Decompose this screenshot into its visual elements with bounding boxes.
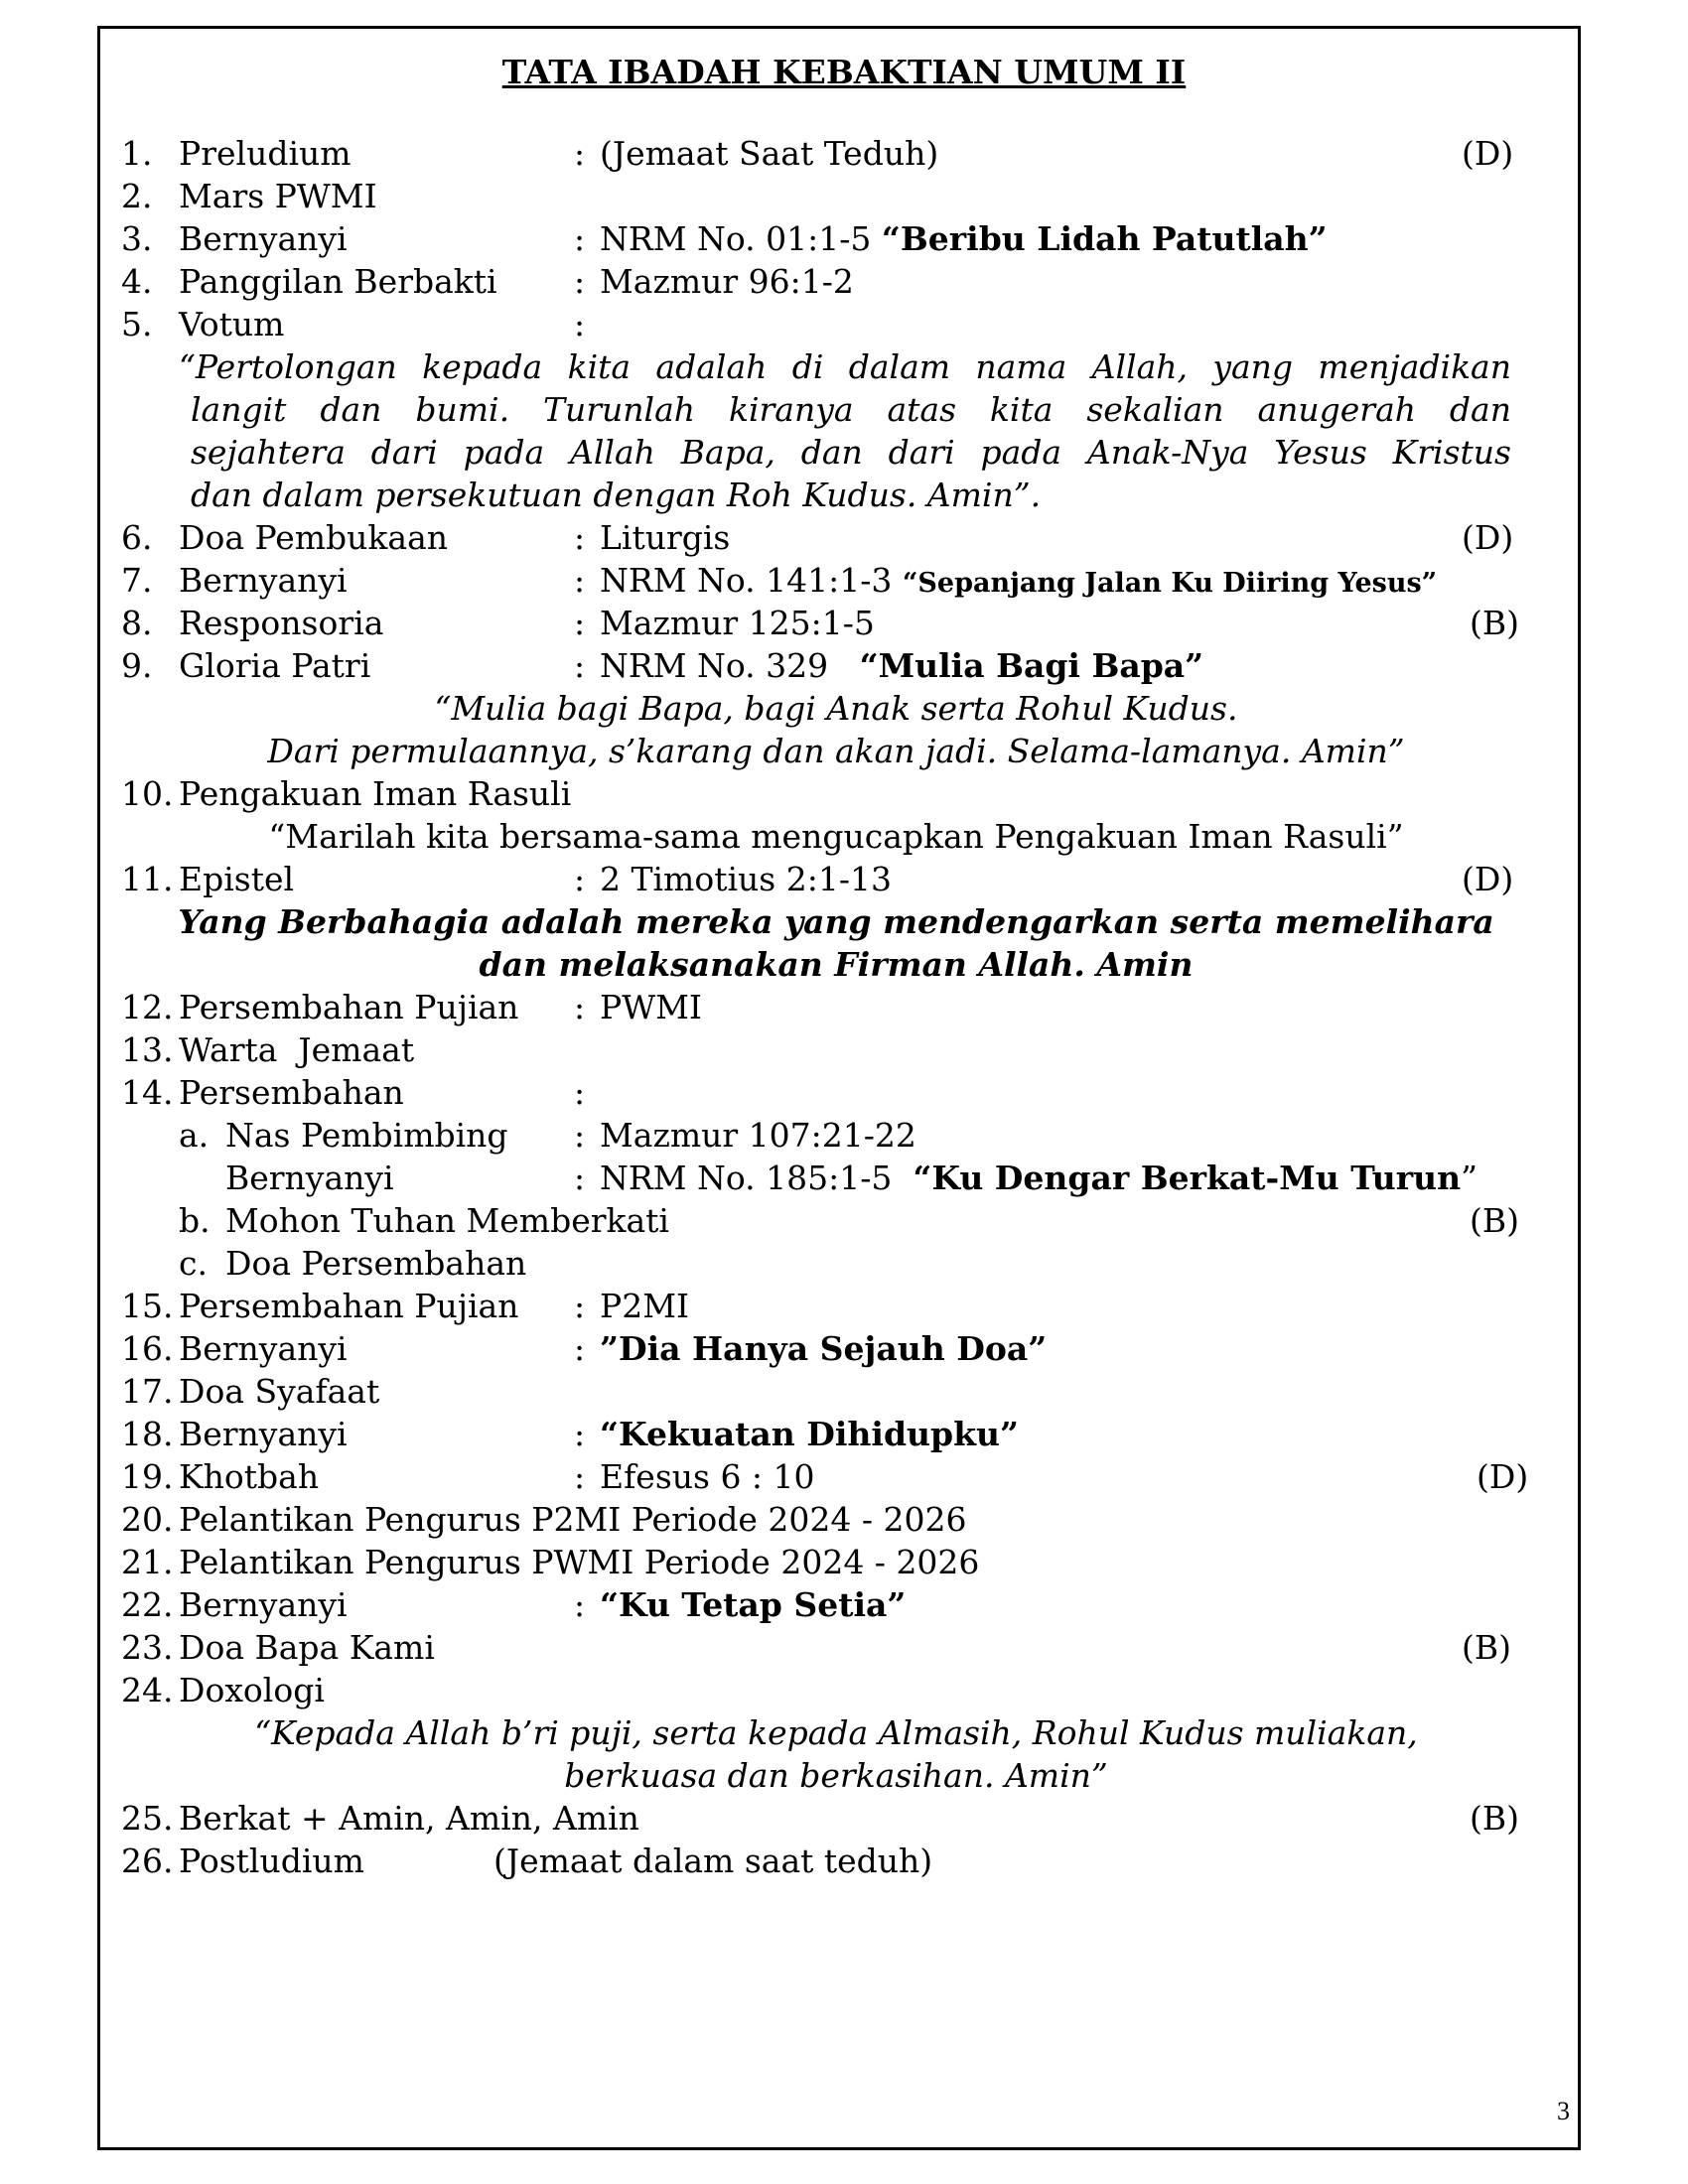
sub-item-label: Mohon Tuhan Memberkati bbox=[225, 1201, 669, 1240]
item-label: Khotbah bbox=[179, 1457, 320, 1496]
sub-item bbox=[121, 1242, 1551, 1285]
item-label: Persembahan Pujian bbox=[179, 1287, 519, 1325]
item-number: 25. bbox=[121, 1799, 174, 1838]
item-value: (Jemaat Saat Teduh) bbox=[600, 134, 939, 173]
item-value bbox=[600, 217, 1328, 260]
list-item bbox=[121, 858, 1551, 900]
item-value: PWMI bbox=[600, 988, 702, 1026]
song-title: “Sepanjang Jalan Ku Diiring Yesus” bbox=[902, 568, 1438, 599]
item-number: 13. bbox=[121, 1030, 174, 1069]
separator: : bbox=[574, 1585, 586, 1624]
list-item bbox=[121, 1498, 1551, 1541]
item-number: 11. bbox=[121, 860, 174, 898]
creed-text-line bbox=[121, 815, 1551, 858]
item-number: 21. bbox=[121, 1543, 174, 1581]
item-number: 15. bbox=[121, 1287, 174, 1325]
votum-text-line bbox=[121, 388, 1551, 431]
item-label: Bernyanyi bbox=[179, 1415, 348, 1453]
votum-text-line bbox=[121, 474, 1551, 516]
item-number: 22. bbox=[121, 1585, 174, 1624]
role-mark: (D) bbox=[1462, 518, 1514, 557]
list-item bbox=[121, 132, 1551, 175]
role-mark: (D) bbox=[1477, 1457, 1529, 1496]
separator: : bbox=[574, 1329, 586, 1368]
item-number: 14. bbox=[121, 1073, 174, 1112]
item-number: 19. bbox=[121, 1457, 174, 1496]
separator: : bbox=[574, 134, 586, 173]
list-item bbox=[121, 644, 1551, 687]
role-mark: (B) bbox=[1470, 1799, 1519, 1838]
sub-item-label: Nas Pembimbing bbox=[225, 1116, 508, 1155]
role-mark: (B) bbox=[1470, 1201, 1519, 1240]
item-value: Efesus 6 : 10 bbox=[600, 1457, 815, 1496]
hymn-number: NRM No. 185:1-5 bbox=[600, 1159, 893, 1197]
separator: : bbox=[574, 860, 586, 898]
item-number: 24. bbox=[121, 1671, 174, 1709]
sub-item bbox=[121, 1157, 1551, 1199]
separator: : bbox=[574, 646, 586, 685]
item-value bbox=[600, 644, 1203, 687]
list-item bbox=[121, 260, 1551, 303]
item-number: 16. bbox=[121, 1329, 174, 1368]
item-label: Pengakuan Iman Rasuli bbox=[179, 774, 572, 813]
item-number: 8. bbox=[121, 604, 153, 642]
votum-text: langit dan bumi. Turunlah kiranya atas kita sekalian anugerah dan bbox=[191, 390, 1511, 429]
list-item bbox=[121, 1583, 1551, 1626]
item-number: 4. bbox=[121, 262, 153, 301]
item-label: Bernyanyi bbox=[179, 561, 348, 600]
separator: : bbox=[574, 1415, 586, 1453]
item-label: Pelantikan Pengurus P2MI Periode 2024 - 2026 bbox=[179, 1500, 967, 1539]
item-label: Preludium bbox=[179, 134, 352, 173]
item-label: Warta Jemaat bbox=[179, 1030, 415, 1069]
list-item bbox=[121, 516, 1551, 559]
song-title: “Beribu Lidah Patutlah” bbox=[881, 219, 1328, 258]
item-number: 3. bbox=[121, 219, 153, 258]
list-item bbox=[121, 1541, 1551, 1583]
list-item bbox=[121, 1413, 1551, 1455]
role-mark: (D) bbox=[1462, 860, 1514, 898]
gloria-text-line bbox=[121, 730, 1551, 772]
item-label: Responsoria bbox=[179, 604, 384, 642]
sub-item-letter: b. bbox=[179, 1201, 211, 1240]
list-item bbox=[121, 1797, 1551, 1840]
item-value: 2 Timotius 2:1-13 bbox=[600, 860, 892, 898]
list-item bbox=[121, 217, 1551, 260]
hymn-number: NRM No. 01:1-5 bbox=[600, 219, 872, 258]
separator: : bbox=[574, 219, 586, 258]
item-number: 18. bbox=[121, 1415, 174, 1453]
item-label: Persembahan Pujian bbox=[179, 988, 519, 1026]
separator: : bbox=[574, 1116, 586, 1155]
votum-text-line bbox=[121, 431, 1551, 474]
item-value: P2MI bbox=[600, 1287, 690, 1325]
list-item bbox=[121, 559, 1551, 602]
item-label: Berkat + Amin, Amin, Amin bbox=[179, 1799, 639, 1838]
votum-text-line bbox=[121, 345, 1551, 388]
sub-item-letter: c. bbox=[179, 1244, 208, 1283]
item-label: Gloria Patri bbox=[179, 646, 371, 685]
separator: : bbox=[574, 262, 586, 301]
item-value: Mazmur 107:21-22 bbox=[600, 1116, 916, 1155]
epistel-response-line bbox=[121, 943, 1551, 986]
list-item bbox=[121, 175, 1551, 217]
separator: : bbox=[574, 518, 586, 557]
item-number: 23. bbox=[121, 1628, 174, 1667]
document-title: TATA IBADAH KEBAKTIAN UMUM II bbox=[501, 53, 1187, 91]
item-label: Doa Pembukaan bbox=[179, 518, 449, 557]
song-title: “Mulia Bagi Bapa” bbox=[859, 646, 1204, 685]
item-label: Bernyanyi bbox=[179, 219, 348, 258]
item-number: 2. bbox=[121, 177, 153, 215]
list-item bbox=[121, 1370, 1551, 1413]
item-label: Doxologi bbox=[179, 1671, 325, 1709]
sub-item-label: Bernyanyi bbox=[225, 1159, 394, 1197]
votum-text: sejahtera dari pada Allah Bapa, dan dari pada Anak-Nya Yesus Kristus bbox=[191, 433, 1511, 472]
list-item bbox=[121, 602, 1551, 644]
song-title-quote: ” bbox=[1461, 1159, 1477, 1197]
doxology-text-line bbox=[121, 1711, 1551, 1754]
list-item bbox=[121, 1327, 1551, 1370]
item-value bbox=[600, 1157, 1477, 1199]
item-value: (Jemaat dalam saat teduh) bbox=[493, 1842, 933, 1880]
votum-text: dan dalam persekutuan dengan Roh Kudus. Amin”. bbox=[191, 476, 1042, 514]
item-label: Votum bbox=[179, 305, 285, 343]
liturgy-list bbox=[121, 132, 1551, 1882]
list-item bbox=[121, 1840, 1551, 1882]
list-item bbox=[121, 772, 1551, 815]
list-item bbox=[121, 303, 1551, 345]
doxology-text: “Kepada Allah b’ri puji, serta kepada Almasih, Rohul Kudus muliakan, bbox=[254, 1713, 1418, 1752]
item-number: 20. bbox=[121, 1500, 174, 1539]
item-value: Mazmur 96:1-2 bbox=[600, 262, 854, 301]
item-label: Pelantikan Pengurus PWMI Periode 2024 - 2026 bbox=[179, 1543, 980, 1581]
item-label: Doa Bapa Kami bbox=[179, 1628, 435, 1667]
separator: : bbox=[574, 1287, 586, 1325]
epistel-response: dan melaksanakan Firman Allah. Amin bbox=[479, 945, 1194, 984]
role-mark: (B) bbox=[1470, 604, 1519, 642]
gloria-text: “Mulia bagi Bapa, bagi Anak serta Rohul Kudus. bbox=[434, 689, 1238, 728]
item-label: Doa Syafaat bbox=[179, 1372, 380, 1411]
item-value: Mazmur 125:1-5 bbox=[600, 604, 875, 642]
item-label: Bernyanyi bbox=[179, 1585, 348, 1624]
epistel-response-line bbox=[121, 900, 1551, 943]
hymn-number: NRM No. 141:1-3 bbox=[600, 561, 893, 600]
separator: : bbox=[574, 604, 586, 642]
sub-item-label: Doa Persembahan bbox=[225, 1244, 527, 1283]
song-title: “Kekuatan Dihidupku” bbox=[600, 1415, 1019, 1453]
item-number: 6. bbox=[121, 518, 153, 557]
doxology-text: berkuasa dan berkasihan. Amin” bbox=[564, 1756, 1108, 1795]
sub-item bbox=[121, 1114, 1551, 1157]
role-mark: (B) bbox=[1462, 1628, 1511, 1667]
list-item bbox=[121, 1669, 1551, 1711]
hymn-number: NRM No. 329 bbox=[600, 646, 829, 685]
gloria-text-line bbox=[121, 687, 1551, 730]
separator: : bbox=[574, 1159, 586, 1197]
item-number: 5. bbox=[121, 305, 153, 343]
item-number: 10. bbox=[121, 774, 174, 813]
item-number: 17. bbox=[121, 1372, 174, 1411]
separator: : bbox=[574, 1073, 586, 1112]
list-item bbox=[121, 1626, 1551, 1669]
list-item bbox=[121, 986, 1551, 1028]
votum-text: “Pertolongan kepada kita adalah di dalam nama Allah, yang menjadikan bbox=[179, 347, 1511, 386]
separator: : bbox=[574, 561, 586, 600]
gloria-text: Dari permulaannya, s’karang dan akan jadi. Selama-lamanya. Amin” bbox=[267, 732, 1405, 770]
item-label: Mars PWMI bbox=[179, 177, 377, 215]
list-item bbox=[121, 1071, 1551, 1114]
doxology-text-line bbox=[121, 1754, 1551, 1797]
sub-item bbox=[121, 1199, 1551, 1242]
item-number: 12. bbox=[121, 988, 174, 1026]
item-value: Liturgis bbox=[600, 518, 731, 557]
epistel-response: Yang Berbahagia adalah mereka yang mendengarkan serta memelihara bbox=[178, 902, 1494, 941]
item-number: 7. bbox=[121, 561, 153, 600]
item-value bbox=[600, 559, 1437, 605]
separator: : bbox=[574, 988, 586, 1026]
list-item bbox=[121, 1285, 1551, 1327]
item-label: Bernyanyi bbox=[179, 1329, 348, 1368]
item-number: 9. bbox=[121, 646, 153, 685]
item-label: Persembahan bbox=[179, 1073, 404, 1112]
separator: : bbox=[574, 1457, 586, 1496]
song-title: ”Dia Hanya Sejauh Doa” bbox=[600, 1329, 1048, 1368]
role-mark: (D) bbox=[1462, 134, 1514, 173]
item-number: 26. bbox=[121, 1842, 174, 1880]
creed-invitation: “Marilah kita bersama-sama mengucapkan Pengakuan Iman Rasuli” bbox=[268, 817, 1404, 856]
item-label: Postludium bbox=[179, 1842, 364, 1880]
item-label: Panggilan Berbakti bbox=[179, 262, 497, 301]
list-item bbox=[121, 1455, 1551, 1498]
song-title: “Ku Dengar Berkat-Mu Turun bbox=[913, 1159, 1462, 1197]
separator: : bbox=[574, 305, 586, 343]
item-number: 1. bbox=[121, 134, 153, 173]
song-title: “Ku Tetap Setia” bbox=[600, 1585, 907, 1624]
sub-item-letter: a. bbox=[179, 1116, 210, 1155]
item-label: Epistel bbox=[179, 860, 295, 898]
list-item bbox=[121, 1028, 1551, 1071]
page-number: 3 bbox=[1557, 2097, 1570, 2125]
